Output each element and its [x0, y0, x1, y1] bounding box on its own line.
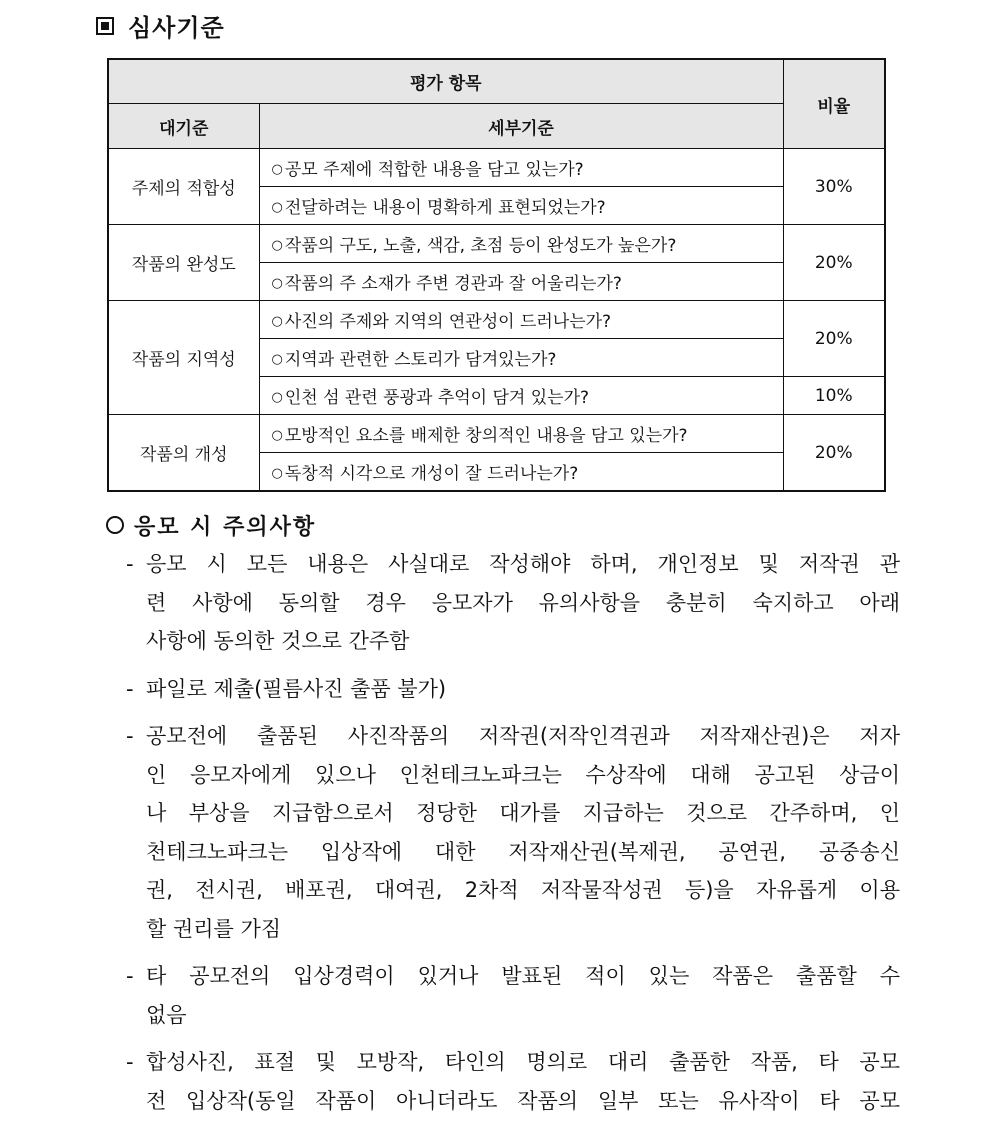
detail-text: 작품의 구도, 노출, 색감, 초점 등이 완성도가 높은가?	[284, 236, 677, 256]
table-row	[108, 149, 885, 187]
text-line: 없음	[146, 1002, 187, 1027]
dash-bullet: -	[126, 724, 134, 748]
detail-text: 인천 섬 관련 풍광과 추억이 담겨 있는가?	[284, 388, 590, 408]
list-item	[120, 717, 900, 948]
dash-bullet: -	[126, 552, 134, 576]
list-item	[120, 545, 900, 661]
notice-title-text: 응모 시 주의사항	[134, 514, 317, 540]
small-circle-bullet-icon: ○	[271, 200, 283, 215]
text-line: 타 공모전의 입상경력이 있거나 발표된 적이 있는 작품은 출품할 수	[146, 964, 900, 988]
dash-bullet: -	[126, 1050, 134, 1074]
list-item	[120, 670, 900, 709]
detail-text: 전달하려는 내용이 명확하게 표현되었는가?	[284, 198, 606, 218]
notice-list	[120, 545, 900, 1129]
detail-criteria-cell	[259, 453, 783, 492]
ratio-cell: 30%	[783, 149, 885, 225]
detail-criteria-cell	[259, 149, 783, 187]
notice-section-title	[106, 509, 316, 541]
table-row	[108, 415, 885, 453]
hollow-circle-icon	[106, 516, 124, 534]
text-line: 사항에 동의한 것으로 간주함	[146, 629, 410, 653]
text-line: 파일로 제출(필름사진 출품 불가)	[146, 676, 447, 701]
header-major-criteria: 대기준	[108, 104, 259, 149]
small-circle-bullet-icon: ○	[271, 238, 283, 253]
section-title-text: 심사기준	[128, 13, 225, 42]
detail-text: 사진의 주제와 지역의 연관성이 드러나는가?	[284, 312, 612, 332]
detail-text: 독창적 시각으로 개성이 잘 드러나는가?	[284, 464, 579, 484]
major-criteria-cell: 작품의 지역성	[108, 301, 259, 415]
ratio-cell: 20%	[783, 415, 885, 492]
ratio-cell: 10%	[783, 377, 885, 415]
text-line: 할 권리를 가짐	[146, 916, 282, 941]
list-item	[120, 1043, 900, 1120]
text-line: 전 입상작(동일 작품이 아니더라도 작품의 일부 또는 유사작이 타 공모	[146, 1088, 900, 1113]
major-criteria-cell: 작품의 완성도	[108, 225, 259, 301]
detail-criteria-cell	[259, 415, 783, 453]
text-line: 응모 시 모든 내용은 사실대로 작성해야 하며, 개인정보 및 저작권 관	[146, 552, 900, 576]
detail-criteria-cell	[259, 339, 783, 377]
filled-square-icon	[96, 17, 114, 35]
ratio-cell: 20%	[783, 301, 885, 377]
detail-criteria-cell	[259, 377, 783, 415]
text-line: 합성사진, 표절 및 모방작, 타인의 명의로 대리 출품한 작품, 타 공모	[146, 1050, 900, 1074]
detail-text: 지역과 관련한 스토리가 담겨있는가?	[284, 350, 557, 370]
detail-text: 공모 주제에 적합한 내용을 담고 있는가?	[284, 160, 584, 180]
text-line: 천테크노파크는 입상작에 대한 저작재산권(복제권, 공연권, 공중송신	[146, 839, 900, 864]
detail-criteria-cell	[259, 263, 783, 301]
small-circle-bullet-icon: ○	[271, 466, 283, 481]
small-circle-bullet-icon: ○	[271, 352, 283, 367]
list-item	[120, 957, 900, 1034]
header-ratio: 비율	[783, 59, 885, 149]
detail-criteria-cell	[259, 187, 783, 225]
table-row	[108, 301, 885, 339]
text-line: 인 응모자에게 있으나 인천테크노파크는 수상작에 대해 공고된 상금이	[146, 762, 900, 787]
text-line: 련 사항에 동의할 경우 응모자가 유의사항을 충분히 숙지하고 아래	[146, 590, 900, 615]
small-circle-bullet-icon: ○	[271, 428, 283, 443]
small-circle-bullet-icon: ○	[271, 276, 283, 291]
dash-bullet: -	[126, 964, 134, 988]
table-row	[108, 225, 885, 263]
evaluation-criteria-table	[107, 58, 886, 492]
header-evaluation-items: 평가 항목	[108, 59, 783, 104]
small-circle-bullet-icon: ○	[271, 390, 283, 405]
major-criteria-cell: 주제의 적합성	[108, 149, 259, 225]
section-title	[96, 8, 225, 42]
small-circle-bullet-icon: ○	[271, 314, 283, 329]
detail-criteria-cell	[259, 225, 783, 263]
text-line: 나 부상을 지급함으로서 정당한 대가를 지급하는 것으로 간주하며, 인	[146, 801, 900, 825]
dash-bullet: -	[126, 676, 134, 701]
text-line: 권, 전시권, 배포권, 대여권, 2차적 저작물작성권 등)을 자유롭게 이용	[146, 878, 900, 902]
detail-text: 작품의 주 소재가 주변 경관과 잘 어울리는가?	[284, 274, 622, 294]
detail-text: 모방적인 요소를 배제한 창의적인 내용을 담고 있는가?	[284, 426, 688, 446]
header-detail-criteria: 세부기준	[259, 104, 783, 149]
major-criteria-cell: 작품의 개성	[108, 415, 259, 492]
detail-criteria-cell	[259, 301, 783, 339]
text-line: 공모전에 출품된 사진작품의 저작권(저작인격권과 저작재산권)은 저자	[146, 724, 900, 748]
ratio-cell: 20%	[783, 225, 885, 301]
small-circle-bullet-icon: ○	[271, 162, 283, 177]
